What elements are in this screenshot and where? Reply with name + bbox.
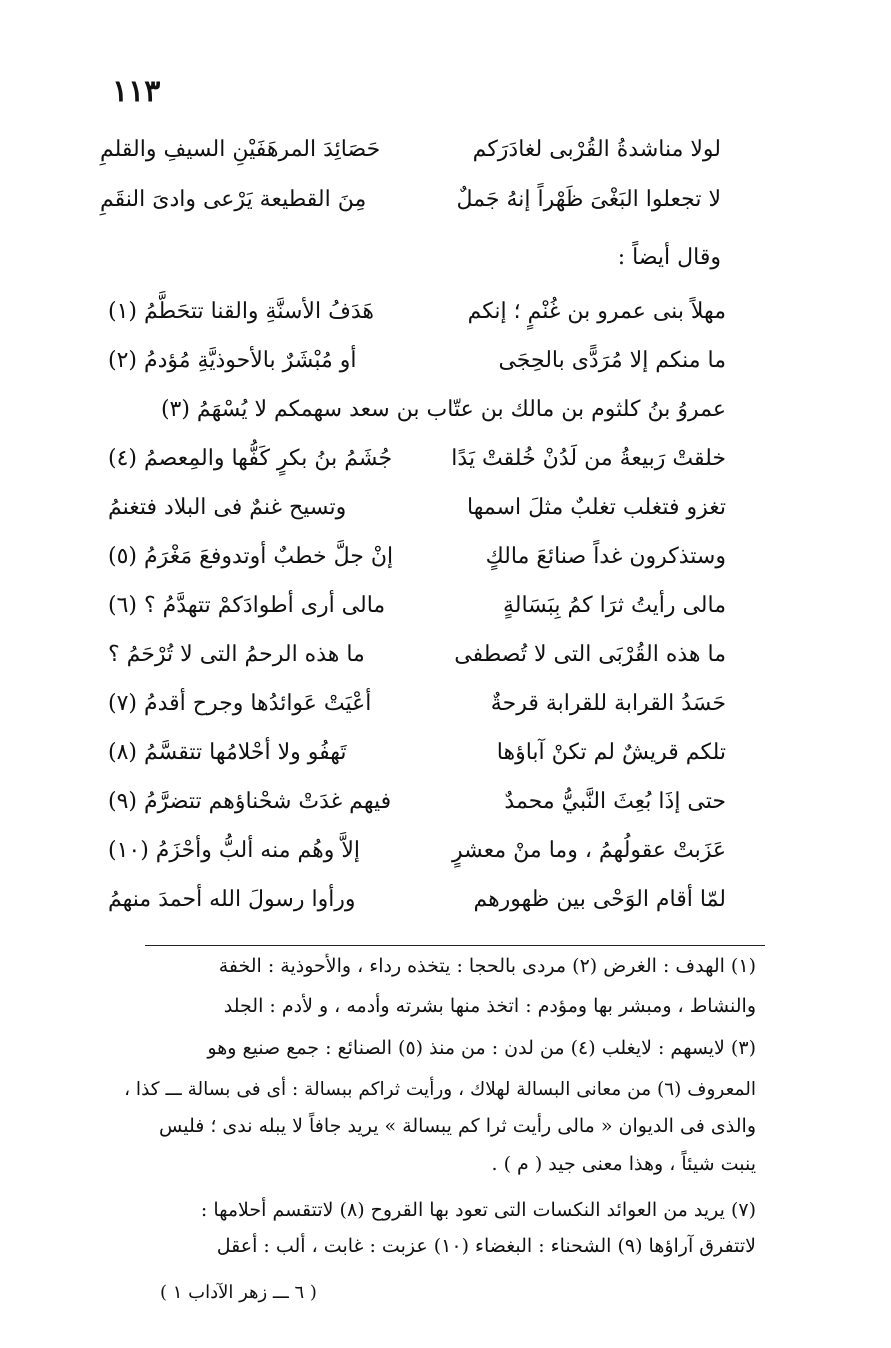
verse-line bbox=[108, 880, 726, 920]
verse-first-hemistich: عَزَبتْ عقولُهمُ ، وما منْ معشرٍ bbox=[452, 838, 726, 863]
verse-line bbox=[100, 180, 721, 220]
verse-first-hemistich: مهلاً بنى عمرو بن غُنْمٍ ؛ إنكم bbox=[467, 299, 726, 324]
verse-first-hemistich: لا تجعلوا البَغْىَ ظَهْراً إنهُ جَملٌ bbox=[456, 187, 721, 212]
verse-second-hemistich: إلاَّ وهُم منه ألبُّ وأحْزَمُ (١٠) bbox=[108, 838, 361, 863]
footnote-line: والذى فى الديوان « مالى رأيت ثرا كم يبسالة » يريد جافاً لا يبله ندى ؛ فليس bbox=[158, 1115, 756, 1137]
footnote-line: لاتتفرق آراؤها (٩) الشحناء : البغضاء (١٠) عزبت : غابت ، ألب : أعقل bbox=[216, 1235, 756, 1257]
verse-first-hemistich: لولا مناشدةُ القُرْبى لغادَرَكم bbox=[472, 137, 721, 162]
verse-line bbox=[108, 733, 726, 773]
verse-full-line: عمروُ بنُ كلثوم بن مالك بن عتّاب بن سعد سهمكم لا يُسْهَمُ (٣) bbox=[160, 397, 726, 422]
verse-second-hemistich: هَدَفُ الأسنَّةِ والقنا تتحَطَّمُ (١) bbox=[108, 299, 375, 324]
verse-first-hemistich: تغزو فتغلب تغلبٌ مثلَ اسمها bbox=[467, 495, 726, 520]
verse-line bbox=[108, 586, 726, 626]
verse-line bbox=[108, 831, 726, 871]
verse-first-hemistich: تلكم قريشٌ لم تكنْ آباؤها bbox=[496, 740, 726, 765]
verse-first-hemistich: وستذكرون غداً صنائعَ مالكٍ bbox=[485, 544, 726, 569]
verse-line bbox=[108, 537, 726, 577]
footnote-divider bbox=[145, 945, 765, 946]
verse-first-hemistich: حتى إذَا بُعِثَ النَّبيُّ محمدٌ bbox=[504, 789, 726, 814]
footnote-line: المعروف (٦) من معانى البسالة لهلاك ، ورأيت ثراكم ببسالة : أى فى بسالة ـــ كذا ، bbox=[124, 1079, 756, 1100]
verse-second-hemistich: تَهفُو ولا أحْلامُها تتقسَّمُ (٨) bbox=[108, 740, 347, 765]
verse-second-hemistich: إنْ جلَّ خطبٌ أوتدوفعَ مَغْرَمُ (٥) bbox=[108, 544, 394, 569]
verse-first-hemistich: ما منكم إلا مُرَدًّى بالحِجَى bbox=[498, 348, 726, 373]
verse-line bbox=[108, 684, 726, 724]
verse-second-hemistich: جُشَمُ بنُ بكرٍ كَفُّها والمِعصمُ (٤) bbox=[108, 446, 393, 471]
verse-line bbox=[108, 439, 726, 479]
verse-second-hemistich: وتسيح غنمٌ فى البلاد فتغنمُ bbox=[108, 495, 347, 520]
page-number: ١١٣ bbox=[112, 74, 161, 109]
verse-first-hemistich: لمّا أقام الوَحْى بين ظهورهم bbox=[473, 887, 726, 912]
footnote-line: (٧) يريد من العوائد النكسات التى تعود بها القروح (٨) لاتتقسم أحلامها : bbox=[200, 1199, 756, 1221]
verse-second-hemistich: ما هذه الرحمُ التى لا تُرْحَمُ ؟ bbox=[108, 642, 365, 667]
verse-second-hemistich: ورأوا رسولَ الله أحمدَ منهمُ bbox=[108, 887, 356, 912]
verse-second-hemistich: أعْيَتْ عَوائدُها وجرح أقدمُ (٧) bbox=[108, 691, 372, 716]
verse-line bbox=[108, 341, 726, 381]
verse-second-hemistich: مِنَ القطيعة يَرْعى وادىَ النقَمِ bbox=[100, 187, 367, 212]
verse-line bbox=[108, 488, 726, 528]
verse-second-hemistich: حَصَائِدَ المرهَفَيْنِ السيفِ والقلمِ bbox=[100, 137, 381, 162]
verse-line bbox=[108, 635, 726, 675]
transition-line: وقال أيضاً : bbox=[617, 245, 721, 270]
verse-line bbox=[108, 782, 726, 822]
verse-line bbox=[108, 292, 726, 332]
footnote-line: والنشاط ، ومبشر بها ومؤدم : اتخذ منها بشرته وأدمه ، و لأدم : الجلد bbox=[223, 995, 756, 1017]
verse-first-hemistich: حَسَدُ القرابة للقرابة قرحةٌ bbox=[490, 691, 726, 716]
verse-second-hemistich: فيهم غدَتْ شحْناؤهم تتضرَّمُ (٩) bbox=[108, 789, 392, 814]
verse-first-hemistich: خلقتْ رَبيعةُ من لَدُنْ خُلقتْ يَدًا bbox=[451, 446, 726, 471]
verse-first-hemistich: ما هذه القُرْبَى التى لا تُصطفى bbox=[454, 642, 726, 667]
verse-first-hemistich: مالى رأيتُ ثرَا كمُ بِبَسَالةٍ bbox=[502, 593, 726, 618]
footnote-line: ينبت شيئاً ، وهذا معنى جيد ( م ) . bbox=[491, 1153, 756, 1175]
footnote-line: (٣) لايسهم : لايغلب (٤) من لدن : من منذ (٥) الصنائع : جمع صنيع وهو bbox=[207, 1037, 756, 1059]
verse-second-hemistich: أو مُبْشَرٌ بالأحوذيَّةِ مُؤدمُ (٢) bbox=[108, 348, 357, 373]
page-footer-signature: ( ٦ ـــ زهر الآداب ١ ) bbox=[160, 1282, 317, 1303]
footnote-line: (١) الهدف : الغرض (٢) مردى بالحجا : يتخذه رداء ، والأحوذية : الخفة bbox=[218, 955, 756, 977]
verse-second-hemistich: مالى أرى أطوادَكمْ تتهدَّمُ ؟ (٦) bbox=[108, 593, 386, 618]
verse-line bbox=[108, 390, 726, 430]
verse-line bbox=[100, 130, 721, 170]
